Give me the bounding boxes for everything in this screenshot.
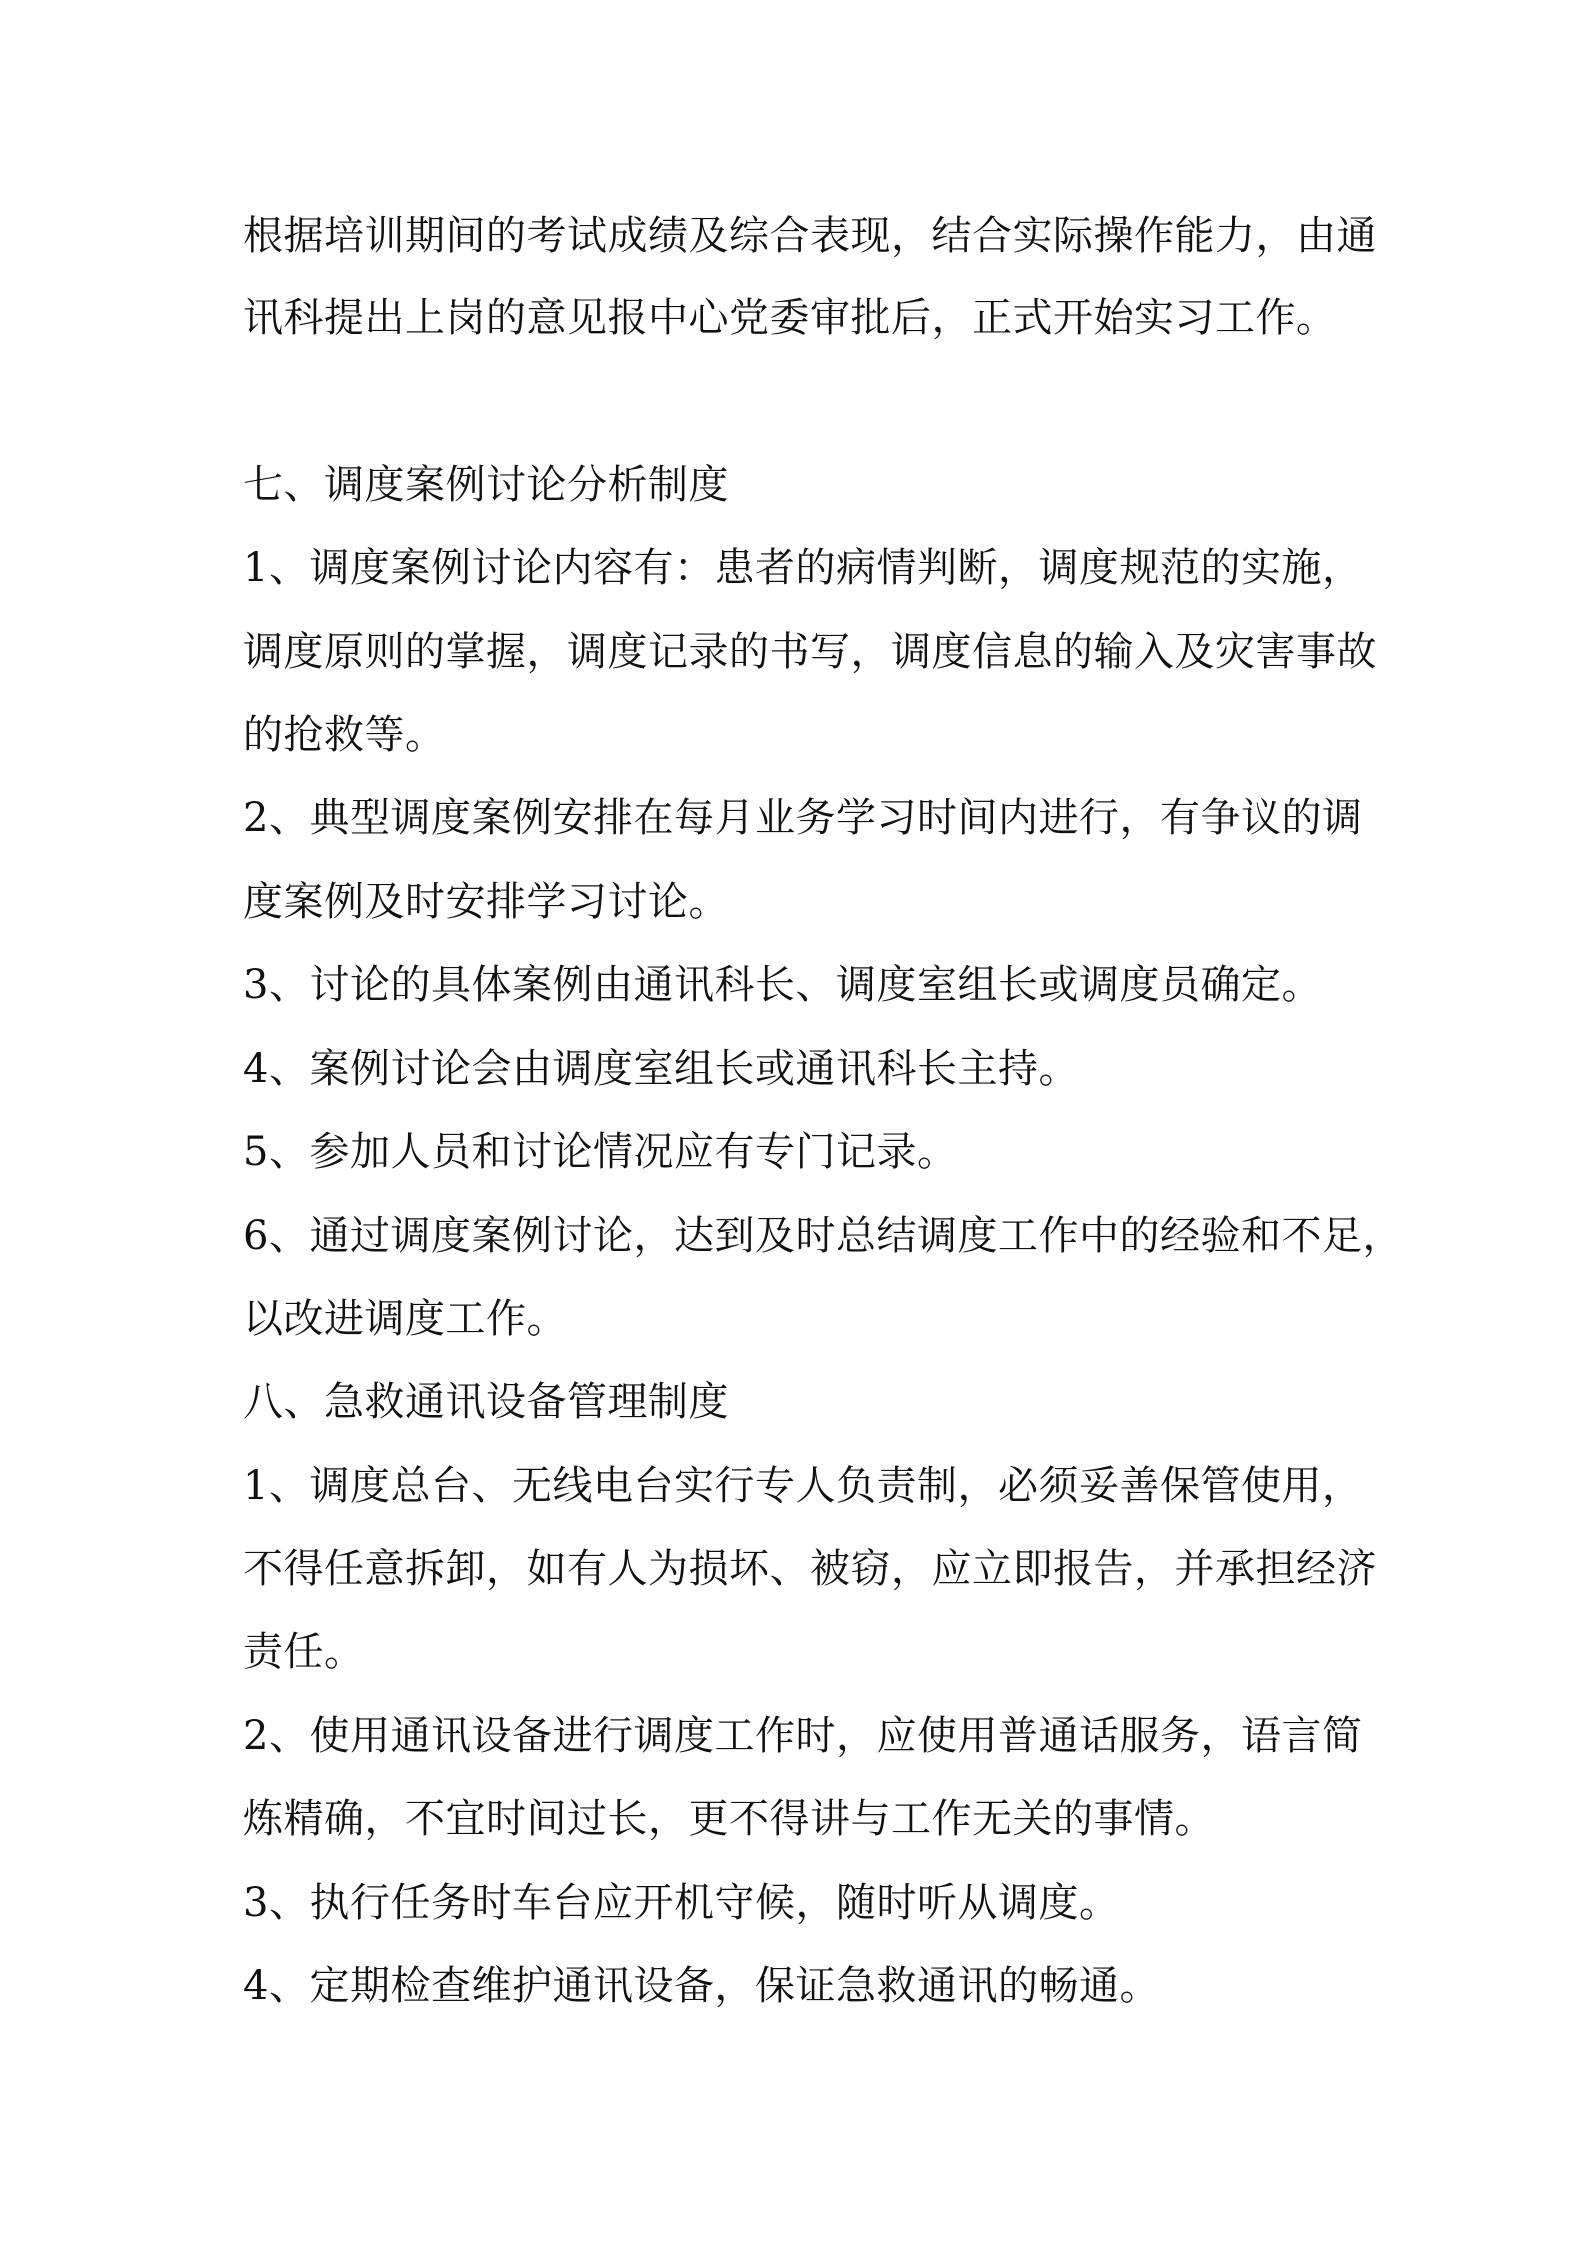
paragraph-line: 2、使用通讯设备进行调度工作时，应使用普通话服务，语言简: [243, 1713, 1363, 1759]
paragraph-line: 讯科提出上岗的意见报中心党委审批后，正式开始实习工作。: [243, 295, 1337, 341]
paragraph-line: 根据培训期间的考试成绩及综合表现，结合实际操作能力，由通: [243, 213, 1377, 259]
paragraph-line: 3、讨论的具体案例由通讯科长、调度室组长或调度员确定。: [243, 962, 1322, 1008]
paragraph-line: 1、调度案例讨论内容有：患者的病情判断，调度规范的实施，: [243, 545, 1363, 591]
paragraph-line: 以改进调度工作。: [243, 1296, 567, 1342]
paragraph-line: 6、通过调度案例讨论，达到及时总结调度工作中的经验和不足，: [243, 1213, 1403, 1259]
section-heading-8: 八、急救通讯设备管理制度: [243, 1379, 729, 1425]
paragraph-line: 5、参加人员和讨论情况应有专门记录。: [243, 1129, 958, 1175]
paragraph-line: 4、案例讨论会由调度室组长或通讯科长主持。: [243, 1046, 1079, 1092]
paragraph-line: 3、执行任务时车台应开机守候，随时听从调度。: [243, 1880, 1120, 1926]
paragraph-line: 炼精确，不宜时间过长，更不得讲与工作无关的事情。: [243, 1796, 1215, 1842]
paragraph-line: 的抢救等。: [243, 712, 446, 758]
paragraph-line: 1、调度总台、无线电台实行专人负责制，必须妥善保管使用，: [243, 1463, 1363, 1509]
paragraph-line: 度案例及时安排学习讨论。: [243, 879, 729, 925]
section-heading-7: 七、调度案例讨论分析制度: [243, 462, 729, 508]
paragraph-line: 2、典型调度案例安排在每月业务学习时间内进行，有争议的调: [243, 795, 1363, 841]
paragraph-line: 4、定期检查维护通讯设备，保证急救通讯的畅通。: [243, 1963, 1160, 2009]
paragraph-line: 责任。: [243, 1629, 365, 1675]
paragraph-line: 调度原则的掌握，调度记录的书写，调度信息的输入及灾害事故: [243, 629, 1377, 675]
paragraph-line: 不得任意拆卸，如有人为损坏、被窃，应立即报告，并承担经济: [243, 1546, 1377, 1592]
